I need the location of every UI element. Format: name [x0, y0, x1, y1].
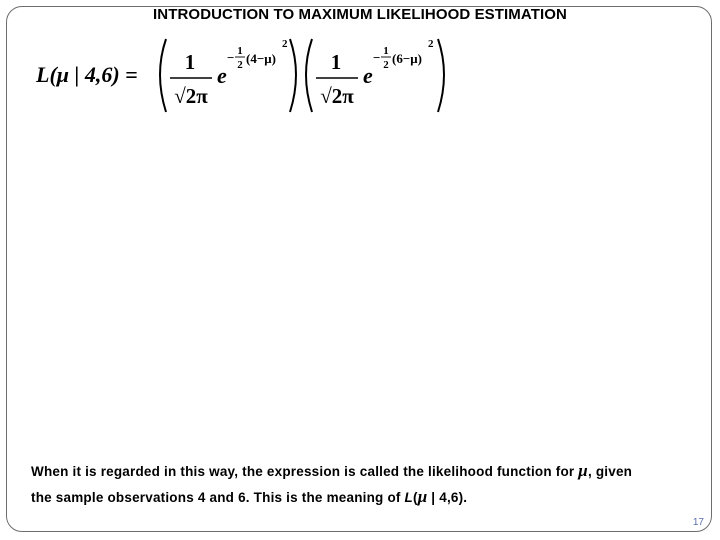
factor2-denominator: √2π: [320, 84, 354, 108]
explanation-text: [31, 458, 691, 510]
factor1-base: e: [217, 63, 227, 88]
mu-symbol-2: μ: [417, 487, 428, 506]
explanation-line2: the sample observations 4 and 6. This is the meaning of: [31, 490, 401, 505]
factor2-base: e: [363, 63, 373, 88]
paren-open: (: [413, 490, 418, 505]
slide-title: INTRODUCTION TO MAXIMUM LIKELIHOOD ESTIMATION: [153, 6, 567, 23]
mu-symbol: μ: [578, 461, 588, 480]
factor2-exp-coef-num: 1: [383, 45, 389, 57]
factor1-denominator: √2π: [174, 84, 208, 108]
explanation-line1-end: , given: [587, 464, 633, 479]
factor1-exp-coef-den: 2: [237, 59, 243, 71]
factor1-exp-sign: −: [227, 50, 235, 65]
equation-factor-2: [306, 38, 444, 112]
factor1-exp-term: (4−μ): [246, 51, 276, 66]
likelihood-equation: [28, 34, 468, 120]
factor2-exp-sign: −: [373, 50, 381, 65]
factor1-exp-coef-num: 1: [237, 45, 243, 57]
equation-factor-1: [160, 38, 296, 112]
equation-lhs: L(μ | 4,6) =: [36, 62, 138, 87]
factor2-exp-term: (6−μ): [392, 51, 422, 66]
factor1-numerator: 1: [184, 50, 196, 74]
explanation-tail: | 4,6).: [427, 490, 468, 505]
explanation-line1: When it is regarded in this way, the expression is called the likelihood function for: [31, 464, 575, 479]
factor1-exp-power: 2: [282, 38, 288, 50]
factor2-exp-power: 2: [428, 38, 434, 50]
likelihood-symbol: L: [404, 490, 413, 505]
factor2-numerator: 1: [330, 50, 342, 74]
page-number: 17: [692, 517, 704, 528]
factor2-exp-coef-den: 2: [383, 59, 389, 71]
